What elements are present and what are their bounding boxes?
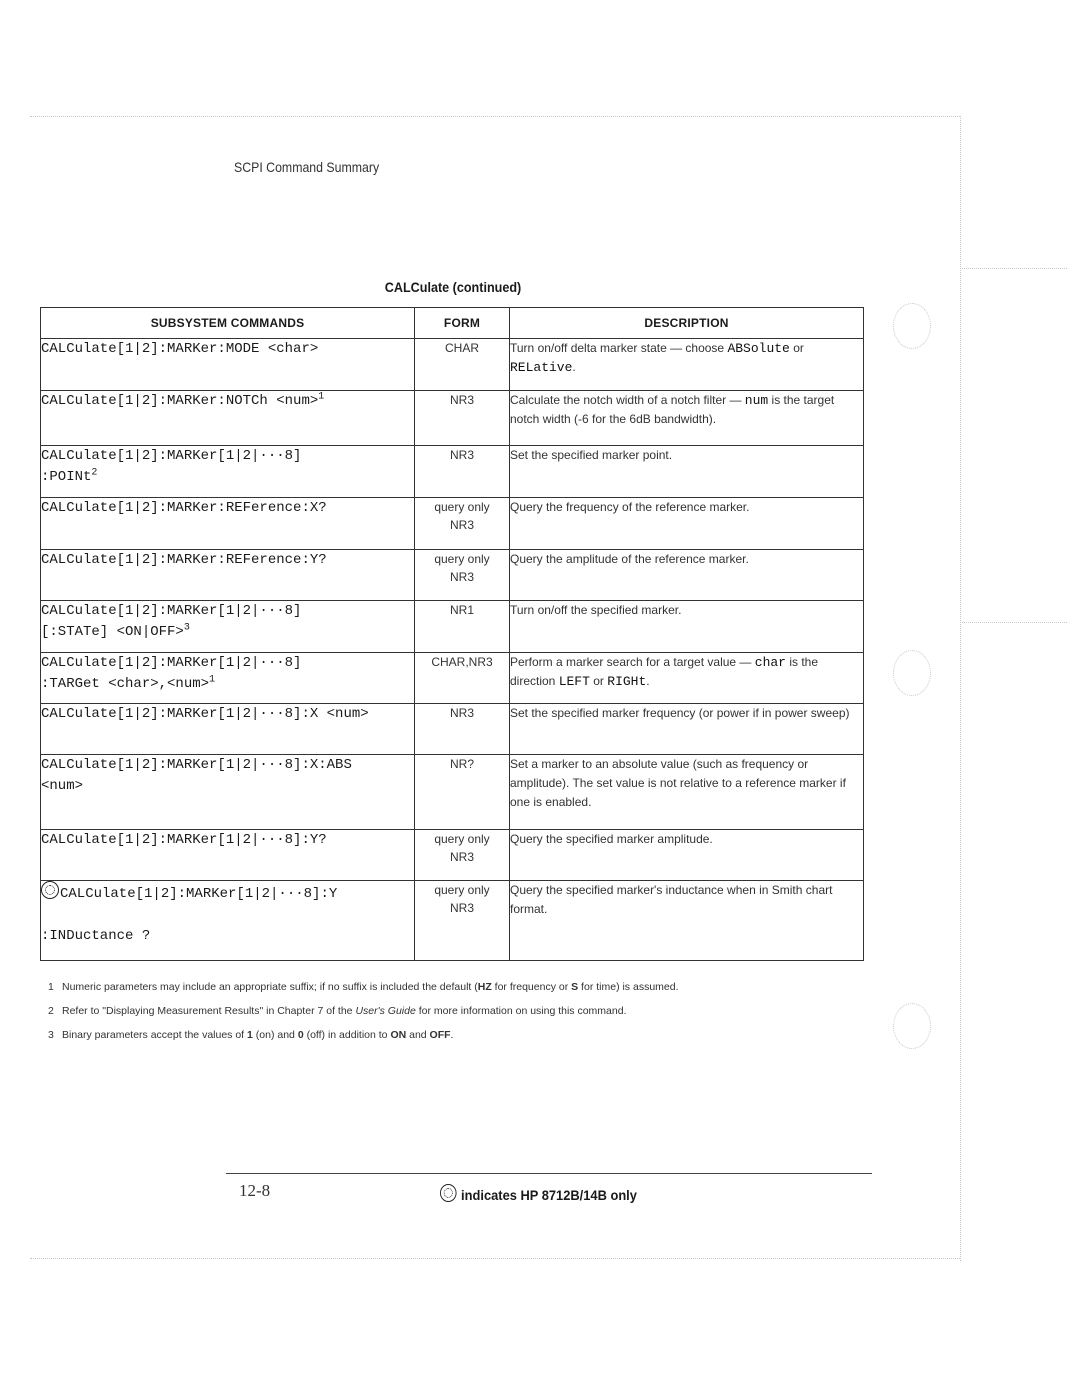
- footnote-ref: 1: [209, 674, 216, 686]
- form-cell: NR3: [415, 391, 510, 446]
- command-cell: CALCulate[1|2]:MARKer[1|2|···8]:X <num>: [41, 704, 415, 755]
- command-cell: CALCulate[1|2]:MARKer[1|2|···8]:Y :INDuctance ?: [41, 881, 415, 961]
- table-row: [41, 830, 864, 881]
- running-head: SCPI Command Summary: [234, 159, 380, 175]
- binder-hole: [893, 650, 931, 696]
- hp-model-marker-icon: [41, 881, 59, 899]
- command-table: [40, 307, 864, 961]
- command-cell: CALCulate[1|2]:MARKer[1|2|···8] [:STATe] <ON|OFF>$^3$: [41, 601, 415, 653]
- form-cell: query only NR3: [415, 830, 510, 881]
- description-cell: Turn on/off the specified marker.: [510, 601, 864, 653]
- footnote-ref: 2: [91, 467, 98, 479]
- model-note: indicates HP 8712B/14B only: [440, 1184, 637, 1203]
- description-cell: Query the amplitude of the reference marker.: [510, 550, 864, 601]
- description-cell: Perform a marker search for a target value — char is the direction LEFT or RIGHt.: [510, 653, 864, 704]
- table-row: [41, 653, 864, 704]
- tab-divider: [962, 268, 1067, 269]
- description-cell: Set the specified marker frequency (or power if in power sweep): [510, 704, 864, 755]
- table-title: CALCulate (continued): [384, 279, 522, 295]
- description-cell: Calculate the notch width of a notch filter — num is the target notch width (-6 for the 6dB bandwidth).: [510, 391, 864, 446]
- footer-rule: [226, 1173, 872, 1174]
- table-row: [41, 498, 864, 550]
- scan-border-top: [30, 116, 960, 117]
- command-cell: CALCulate[1|2]:MARKer[1|2|···8]:X:ABS <num>: [41, 755, 415, 830]
- table-row: [41, 339, 864, 391]
- col-header-form: FORM: [415, 308, 510, 339]
- footnotes: [48, 975, 679, 1047]
- col-header-commands: SUBSYSTEM COMMANDS: [41, 308, 415, 339]
- table-row: [41, 391, 864, 446]
- col-header-description: DESCRIPTION: [510, 308, 864, 339]
- footnote-3: 3 Binary parameters accept the values of 1 (on) and 0 (off) in addition to ON and OFF.: [48, 1029, 454, 1041]
- command-cell: CALCulate[1|2]:MARKer:MODE <char>: [41, 339, 415, 391]
- form-cell: CHAR: [415, 339, 510, 391]
- table-row: [41, 881, 864, 961]
- form-cell: NR?: [415, 755, 510, 830]
- command-cell: CALCulate[1|2]:MARKer[1|2|···8]:Y?: [41, 830, 415, 881]
- command-cell: CALCulate[1|2]:MARKer[1|2|···8] :POINt$^2$: [41, 446, 415, 498]
- table-row: [41, 601, 864, 653]
- page-number: 12-8: [239, 1181, 271, 1200]
- form-cell: NR3: [415, 446, 510, 498]
- hp-model-marker-icon: [440, 1184, 457, 1202]
- command-cell: CALCulate[1|2]:MARKer:REFerence:X?: [41, 498, 415, 550]
- form-cell: query only NR3: [415, 498, 510, 550]
- table-row: [41, 550, 864, 601]
- form-cell: query only NR3: [415, 881, 510, 961]
- table-header-row: [41, 308, 864, 339]
- tab-divider: [962, 622, 1067, 623]
- scan-border-bottom: [30, 1258, 960, 1259]
- footnote-1: 1 Numeric parameters may include an appropriate suffix; if no suffix is included the default (HZ for frequency or S for time) is assumed.: [48, 981, 679, 993]
- table-row: [41, 446, 864, 498]
- description-cell: Query the specified marker amplitude.: [510, 830, 864, 881]
- form-cell: CHAR,NR3: [415, 653, 510, 704]
- description-cell: Set the specified marker point.: [510, 446, 864, 498]
- description-cell: Turn on/off delta marker state — choose ABSolute or RELative.: [510, 339, 864, 391]
- binder-hole: [893, 1003, 931, 1049]
- table-row: [41, 755, 864, 830]
- command-cell: CALCulate[1|2]:MARKer[1|2|···8] :TARGet <char>,<num>$^1$: [41, 653, 415, 704]
- description-cell: Query the frequency of the reference marker.: [510, 498, 864, 550]
- footnote-ref: 3: [183, 622, 190, 634]
- table-row: [41, 704, 864, 755]
- command-cell: CALCulate[1|2]:MARKer:NOTCh <num>$^1$: [41, 391, 415, 446]
- form-cell: NR3: [415, 704, 510, 755]
- footnote-2: 2 Refer to "Displaying Measurement Results" in Chapter 7 of the User's Guide for more information on using this command.: [48, 1005, 627, 1017]
- description-cell: Query the specified marker's inductance when in Smith chart format.: [510, 881, 864, 961]
- form-cell: NR1: [415, 601, 510, 653]
- form-cell: query only NR3: [415, 550, 510, 601]
- description-cell: Set a marker to an absolute value (such as frequency or amplitude). The set value is not relative to a reference marker if one is enabled.: [510, 755, 864, 830]
- footnote-ref: 1: [318, 391, 325, 403]
- command-cell: CALCulate[1|2]:MARKer:REFerence:Y?: [41, 550, 415, 601]
- binder-hole: [893, 303, 931, 349]
- scan-page-edge: [960, 116, 961, 1261]
